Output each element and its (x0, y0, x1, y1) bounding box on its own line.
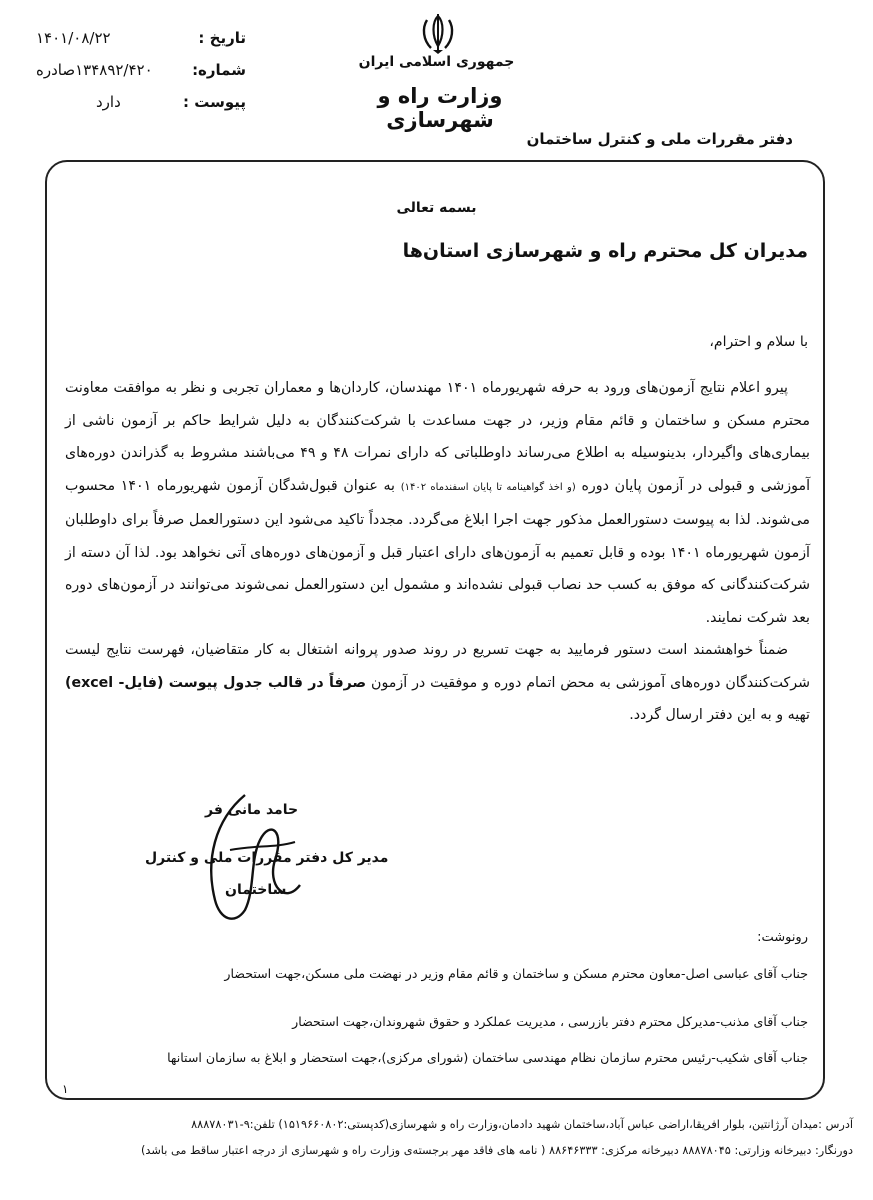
number-label: شماره: (192, 61, 246, 79)
date-value: ۱۴۰۱/۰۸/۲۲ (36, 29, 111, 47)
cc-line: جناب آقای شکیب-رئیس محترم سازمان نظام مهندسی ساختمان (شورای مرکزی)،جهت استحضار و ابلاغ به سازمان استانها (167, 1050, 808, 1065)
iran-emblem-icon (418, 12, 458, 56)
paragraph-1: پیرو اعلام نتایج آزمون‌های ورود به حرفه شهریورماه ۱۴۰۱ مهندسان، کاردان‌ها و معماران تجربی و نظر به موافقت معاونت محترم مسکن و ساختمان و قائم مقام وزیر، در جهت مساعدت با شرکت‌کنندگان به دلیل شرایط حاکم بر آزمون ناشی از بیماری‌های واگیردار، بدینوسیله به اطلاع می‌رساند داوطلباتی که دارای نمرات ۴۸ و ۴۹ می‌باشند مشروط به گذراندن دوره‌های آموزشی و قبولی در آزمون پایان دوره (و اخذ گواهینامه تا پایان اسفندماه ۱۴۰۲) به عنوان قبول‌شدگان آزمون شهریورماه ۱۴۰۱ محسوب می‌شوند. لذا به پیوست دستورالعمل مذکور جهت اجرا ابلاغ می‌گردد. مجدداً تاکید می‌شود این دستورالعمل صرفاً برای داوطلبان آزمون شهریورماه ۱۴۰۱ بوده و قابل تعمیم به آزمون‌های دارای اعتبار قبل و آزمون‌های دوره‌های آتی نخواهد بود. لذا آن دسته از شرکت‌کنندگانی که موفق به کسب حد نصاب قبولی نشده‌اند و مشمول این دستورالعمل نمی‌شوند می‌توانند در آزمون‌های دوره بعد شرکت نمایند. (65, 380, 811, 626)
cc-title: رونوشت: (757, 930, 808, 945)
page-number: ۱ (62, 1082, 69, 1096)
attachment-value: دارد (96, 93, 121, 111)
signature-block (145, 790, 389, 930)
signer-title: مدیر کل دفتر مقررات ملی و کنترل (145, 850, 389, 866)
paragraph-2: ضمناً خواهشمند است دستور فرمایید به جهت تسریع در روند صدور پروانه اشتغال به کار متقاضیان، فهرست نتایج لیست شرکت‌کنندگان دوره‌های آموزشی به محض اتمام دوره و موفقیت در آزمون صرفاً در قالب جدول پیوست (فایل- excel) تهیه و به این دفتر ارسال گردد. (65, 642, 810, 723)
date-label: تاریخ : (198, 29, 246, 47)
signer-title-line2: ساختمان (225, 882, 287, 898)
ministry-name: وزارت راه و شهرسازی (377, 84, 503, 132)
number-value: ۱۳۴۸۹۲/۴۲۰صادره (36, 61, 153, 79)
office-name: دفتر مقررات ملی و کنترل ساختمان (526, 130, 793, 148)
paragraph-2-emphasis: صرفاً در قالب جدول پیوست (فایل- excel) (65, 674, 367, 691)
letter-body (65, 372, 810, 732)
footer-address: آدرس :میدان آرژانتین، بلوار افریقا،اراضی عباس آباد،ساختمان شهید دادمان،وزارت راه و شهرسازی(کدپستی:۱۵۱۹۶۶۰۸۰۲) تلفن:۹-۸۸۸۷۸۰۳۱ (191, 1118, 853, 1131)
salutation: با سلام و احترام، (709, 334, 808, 350)
attachment-label: پیوست : (182, 93, 246, 111)
signer-name: حامد مانی فر (205, 802, 299, 818)
addressee: مدیران کل محترم راه و شهرسازی استان‌ها (402, 240, 808, 262)
bismillah: بسمه تعالی (396, 200, 477, 216)
letter-meta (36, 22, 246, 118)
paragraph-1-note: (و اخذ گواهینامه تا پایان اسفندماه ۱۴۰۲) (400, 481, 576, 493)
cc-line: جناب آقای مذنب-مدیرکل محترم دفتر بازرسی ، مدیریت عملکرد و حقوق شهروندان،جهت استحضار (292, 1014, 808, 1029)
cc-line: جناب آقای عباسی اصل-معاون محترم مسکن و ساختمان و قائم مقام وزیر در نهضت ملی مسکن،جهت استحضار (224, 966, 808, 981)
footer-fax: دورنگار: دبیرخانه وزارتی: ۸۸۸۷۸۰۴۵ دبیرخانه مرکزی: ۸۸۶۴۶۳۳۳ ( نامه های فاقد مهر برجسته‌ی وزارت راه و شهرسازی از درجه اعتبار ساقط می باشد) (140, 1144, 853, 1157)
country-name: جمهوری اسلامی ایران (358, 54, 515, 70)
